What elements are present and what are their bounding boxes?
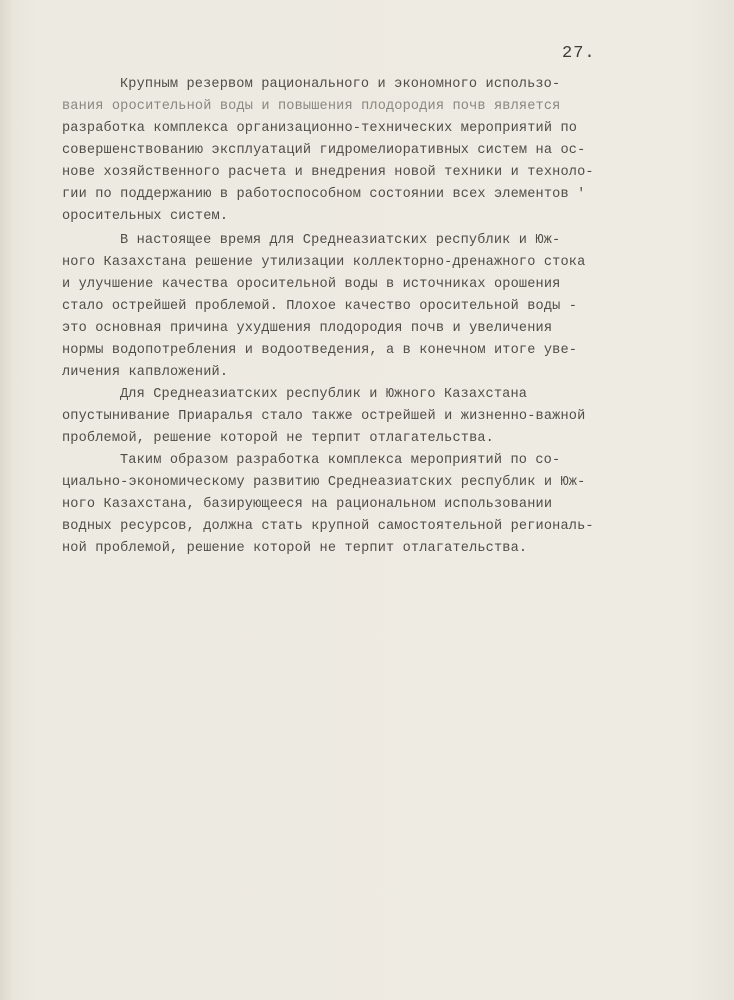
- text-line: В настоящее время для Среднеазиатских республик и Юж-: [120, 233, 561, 248]
- text-line: Для Среднеазиатских республик и Южного Казахстана: [120, 387, 528, 402]
- text-line: и улучшение качества оросительной воды в источниках орошения: [62, 277, 561, 292]
- text-line: это основная причина ухудшения плодородия почв и увеличения: [62, 321, 553, 336]
- text-line: ного Казахстана решение утилизации коллекторно-дренажного стока: [62, 255, 586, 270]
- text-line: ного Казахстана, базирующееся на рациональном использовании: [62, 497, 553, 512]
- text-line: водных ресурсов, должна стать крупной самостоятельной региональ-: [62, 519, 594, 534]
- text-line: опустынивание Приаралья стало также острейшей и жизненно-важной: [62, 409, 586, 424]
- text-line: ной проблемой, решение которой не терпит отлагательства.: [62, 541, 528, 556]
- text-line: совершенствованию эксплуатаций гидромелиоративных систем на ос-: [62, 143, 586, 158]
- text-line: вания оросительной воды и повышения плодородия почв является: [62, 99, 561, 114]
- text-line: оросительных систем.: [62, 209, 229, 224]
- text-line: нормы водопотребления и водоотведения, а в конечном итоге уве-: [62, 343, 578, 358]
- text-line: Таким образом разработка комплекса мероприятий по со-: [120, 453, 561, 468]
- text-line: стало острейшей проблемой. Плохое качество оросительной воды -: [62, 299, 578, 314]
- text-line: проблемой, решение которой не терпит отлагательства.: [62, 431, 494, 446]
- text-line: нове хозяйственного расчета и внедрения новой техники и техноло-: [62, 165, 594, 180]
- text-line: циально-экономическому развитию Среднеазиатских республик и Юж-: [62, 475, 586, 490]
- text-line: личения капвложений.: [62, 365, 229, 380]
- page-number: 27.: [562, 44, 596, 63]
- text-line: Крупным резервом рационального и экономного использо-: [120, 77, 561, 92]
- text-line: разработка комплекса организационно-технических мероприятий по: [62, 121, 578, 136]
- text-line: гии по поддержанию в работоспособном состоянии всех элементов ': [62, 187, 586, 202]
